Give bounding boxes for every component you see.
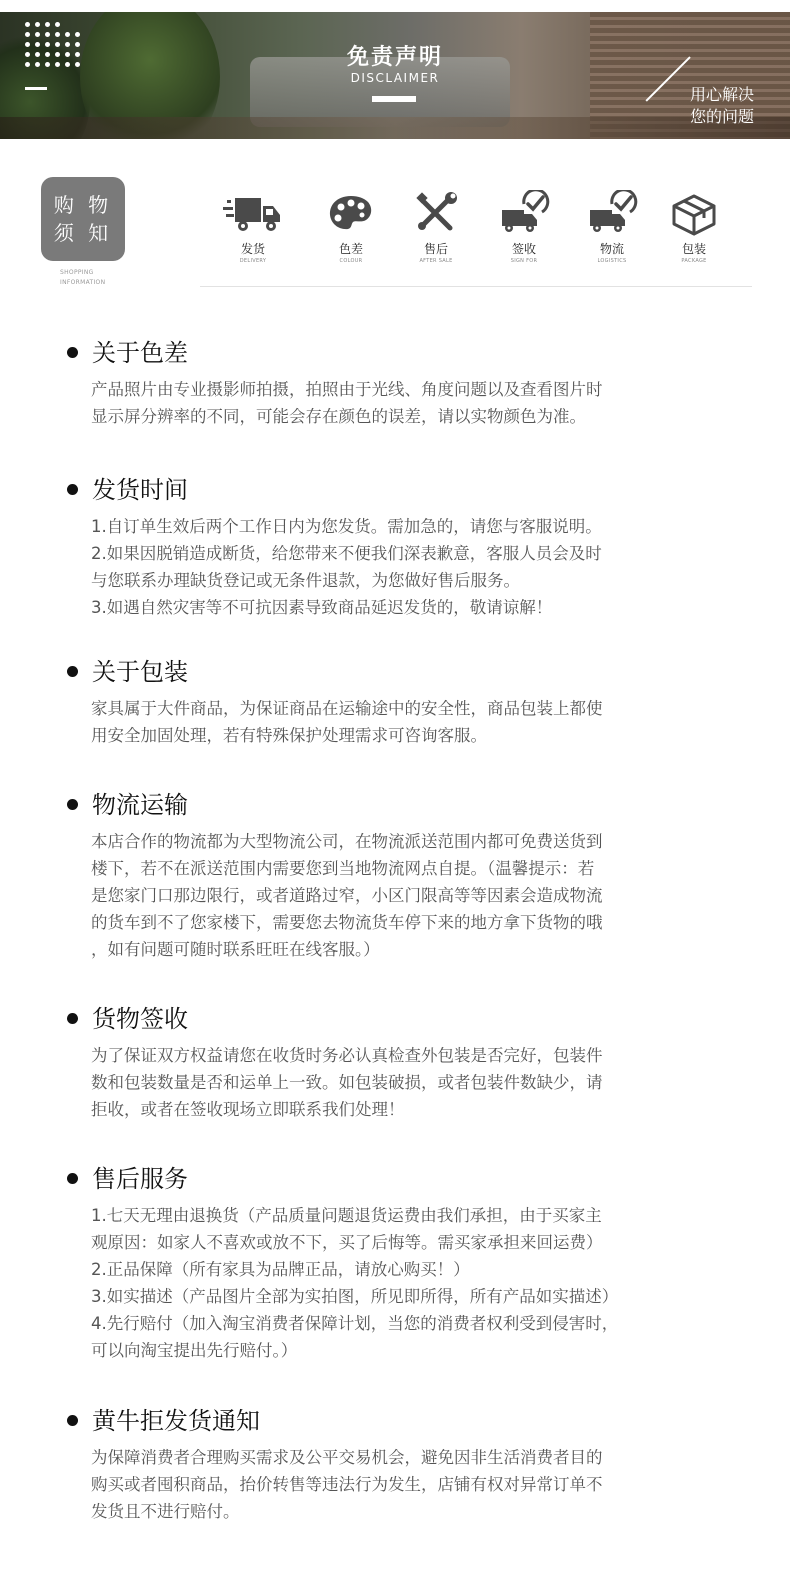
dot <box>65 32 70 37</box>
disclaimer-banner <box>0 12 790 139</box>
body-line: 3.如遇自然灾害等不可抗因素导致商品延迟发货的，敬请谅解！ <box>91 598 553 617</box>
dot <box>45 22 50 27</box>
bullet-icon <box>67 347 78 358</box>
info-item-logistics <box>572 190 652 265</box>
en-line: INFORMATION <box>60 279 106 286</box>
badge-line: 购 物 <box>53 193 113 217</box>
banner-title: 免责声明 <box>346 45 443 70</box>
section-title: 售后服务 <box>92 1165 188 1193</box>
shopping-info-en <box>60 268 105 288</box>
body-line: 为了保证双方权益请您在收货时务必认真检查外包装是否完好，包装件 <box>91 1046 603 1065</box>
body-line: 家具属于大件商品，为保证商品在运输途中的安全性，商品包装上都使 <box>91 699 603 718</box>
icon-label-en: AFTER SALE <box>419 258 453 264</box>
icon-label-cn: 物流 <box>599 242 624 256</box>
section-title: 发货时间 <box>92 476 188 504</box>
logistics-truck-icon <box>582 190 642 236</box>
section-body <box>91 376 681 430</box>
body-line: 1.自订单生效后两个工作日内为您发货。需加急的，请您与客服说明。 <box>91 517 602 536</box>
section-title: 关于包装 <box>92 658 188 686</box>
icon-label-cn: 色差 <box>338 242 363 256</box>
truck-icon <box>223 190 283 236</box>
body-line: 楼下，若不在派送范围内需要您到当地物流网点自提。（温馨提示：若 <box>91 859 595 878</box>
body-line: 2.正品保障（所有家具为品牌正品，请放心购买！） <box>91 1260 470 1279</box>
en-line: SHOPPING <box>60 269 94 276</box>
tools-icon <box>406 190 466 236</box>
section-body <box>91 1042 681 1123</box>
icon-label-cn: 包装 <box>681 242 706 256</box>
info-item-after-sale <box>396 190 476 265</box>
package-icon <box>664 190 724 236</box>
body-line: ，如有问题可随时联系旺旺在线客服。） <box>91 940 380 959</box>
section-title: 货物签收 <box>92 1005 188 1033</box>
dot <box>25 32 30 37</box>
body-line: 可以向淘宝提出先行赔付。） <box>91 1341 298 1360</box>
icon-label-en: SIGN FOR <box>510 258 538 264</box>
banner-slogan <box>690 84 754 128</box>
section-title: 关于色差 <box>92 339 188 367</box>
icon-label-cn: 签收 <box>511 242 536 256</box>
shopping-info-badge <box>41 177 125 261</box>
icon-label-cn: 发货 <box>240 242 265 256</box>
dot <box>35 32 40 37</box>
info-item-delivery <box>213 190 293 265</box>
icon-label-en: PACKAGE <box>681 258 707 264</box>
dot <box>45 32 50 37</box>
dash-decoration <box>25 87 47 90</box>
bullet-icon <box>67 799 78 810</box>
body-line: 2.如果因脱销造成断货，给您带来不便我们深表歉意，客服人员会及时 <box>91 544 602 563</box>
body-line: 购买或者囤积商品，抬价转售等违法行为发生，店铺有权对异常订单不 <box>91 1475 603 1494</box>
slogan-line: 用心解决 <box>690 85 755 104</box>
slogan-line: 您的问题 <box>690 107 755 126</box>
section-title: 黄牛拒发货通知 <box>92 1407 260 1435</box>
body-line: 4.先行赔付（加入淘宝消费者保障计划，当您的消费者权利受到侵害时， <box>91 1314 619 1333</box>
sign-truck-icon <box>494 190 554 236</box>
body-line: 的货车到不了您家楼下，需要您去物流货车停下来的地方拿下货物的哦 <box>91 913 603 932</box>
icon-label-en: DELIVERY <box>239 258 267 264</box>
body-line: 产品照片由专业摄影师拍摄，拍照由于光线、角度问题以及查看图片时 <box>91 380 603 399</box>
section-title: 物流运输 <box>92 791 188 819</box>
body-line: 拒收，或者在签收现场立即联系我们处理！ <box>91 1100 405 1119</box>
body-line: 数和包装数量是否和运单上一致。如包装破损，或者包装件数缺少，请 <box>91 1073 603 1092</box>
dot <box>55 22 60 27</box>
info-item-colour <box>311 190 391 265</box>
body-line: 1.七天无理由退换货（产品质量问题退货运费由我们承担，由于买家主 <box>91 1206 602 1225</box>
icon-label-en: COLOUR <box>339 258 363 264</box>
dot <box>55 32 60 37</box>
icon-label-en: LOGISTICS <box>597 258 627 264</box>
body-line: 是您家门口那边限行，或者道路过窄，小区门限高等等因素会造成物流 <box>91 886 603 905</box>
divider <box>200 286 752 287</box>
bullet-icon <box>67 1415 78 1426</box>
banner-subtitle: DISCLAIMER <box>350 71 440 85</box>
body-line: 为保障消费者合理购买需求及公平交易机会，避免因非生活消费者目的 <box>91 1448 603 1467</box>
info-item-package <box>654 190 734 265</box>
body-line: 与您联系办理缺货登记或无条件退款，为您做好售后服务。 <box>91 571 520 590</box>
bullet-icon <box>67 484 78 495</box>
body-line: 观原因：如家人不喜欢或放不下，买了后悔等。需买家承担来回运费） <box>91 1233 603 1252</box>
body-line: 3.如实描述（产品图片全部为实拍图，所见即所得，所有产品如实描述） <box>91 1287 619 1306</box>
title-underline-bar <box>372 96 416 102</box>
body-line: 本店合作的物流都为大型物流公司，在物流派送范围内都可免费送货到 <box>91 832 603 851</box>
section-body <box>91 513 681 621</box>
badge-line: 须 知 <box>53 221 113 245</box>
floor-decoration <box>0 117 790 139</box>
section-body <box>91 1202 681 1364</box>
section-body <box>91 828 681 963</box>
icon-label-cn: 售后 <box>423 242 448 256</box>
dot <box>35 22 40 27</box>
section-body <box>91 695 681 749</box>
bullet-icon <box>67 1013 78 1024</box>
body-line: 用安全加固处理，若有特殊保护处理需求可咨询客服。 <box>91 726 487 745</box>
body-line: 发货且不进行赔付。 <box>91 1502 240 1521</box>
dot <box>25 22 30 27</box>
palette-icon <box>321 190 381 236</box>
bullet-icon <box>67 1173 78 1184</box>
dot <box>75 32 80 37</box>
section-body <box>91 1444 681 1525</box>
body-line: 显示屏分辨率的不同，可能会存在颜色的误差，请以实物颜色为准。 <box>91 407 586 426</box>
bullet-icon <box>67 666 78 677</box>
info-item-sign-for <box>484 190 564 265</box>
